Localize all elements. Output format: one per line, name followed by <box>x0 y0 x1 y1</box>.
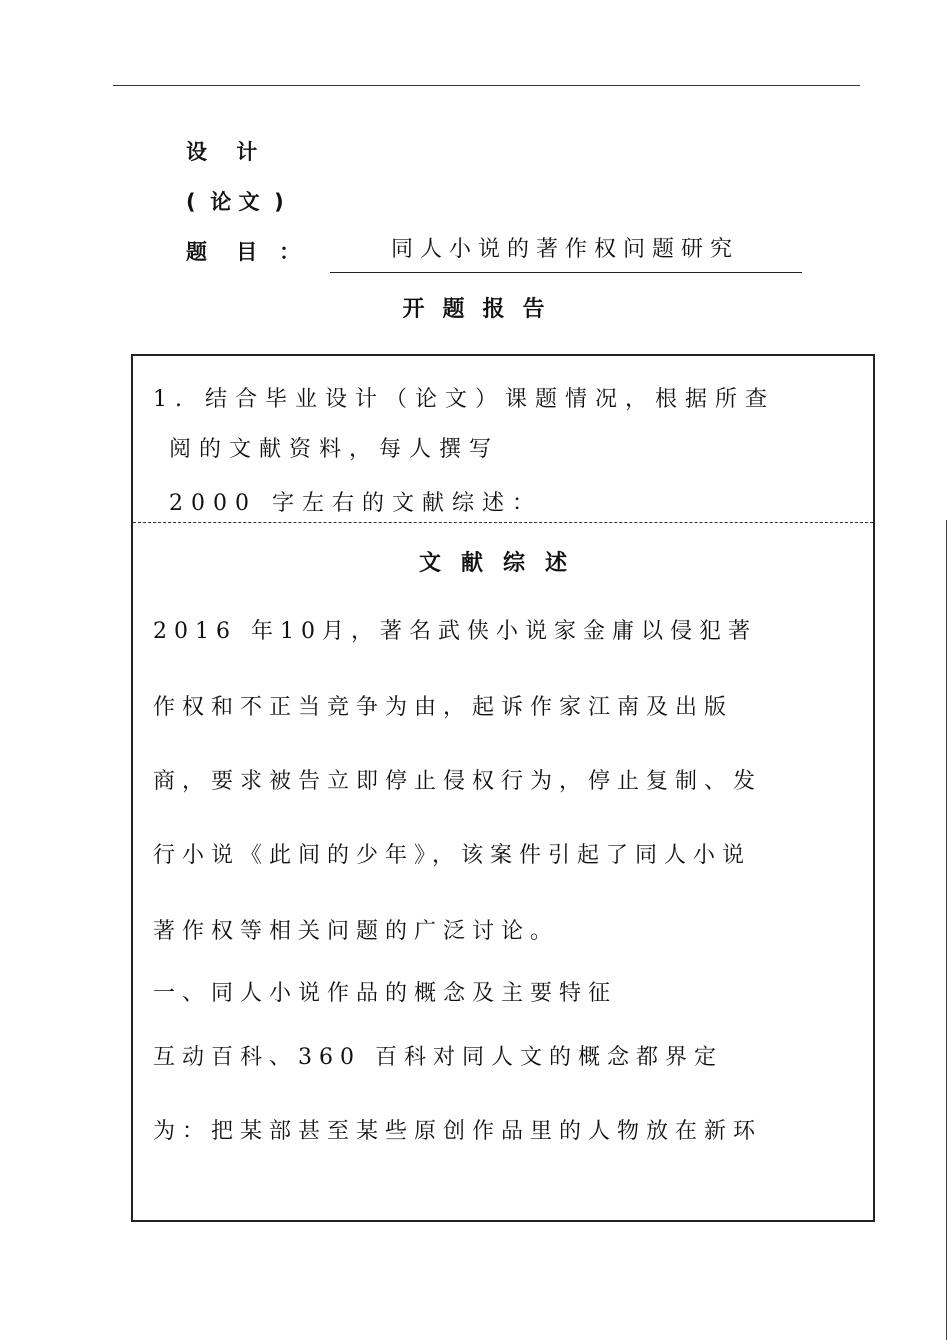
thesis-title: 同人小说的著作权问题研究 <box>390 237 739 262</box>
paper-label: ( 论 文 ) <box>186 190 284 214</box>
review-line: 为：把某部甚至某些原创作品里的人物放在新环 <box>153 1119 763 1144</box>
review-title: 文献综述 <box>418 551 587 576</box>
prompt-line-3: 2000 字左右的文献综述： <box>169 491 542 516</box>
section-heading: 开题报告 <box>402 297 563 322</box>
section-heading-line: 一、同人小说作品的概念及主要特征 <box>153 981 618 1006</box>
page-edge-rule <box>946 520 947 1340</box>
review-line: 著作权等相关问题的广泛讨论。 <box>153 919 560 944</box>
design-label: 设 计 <box>186 140 258 164</box>
prompt-line-2: 阅的文献资料，每人撰写 <box>169 437 500 462</box>
review-line: 互动百科、360 百科对同人文的概念都界定 <box>153 1045 723 1070</box>
prompt-line-1: 1. 结合毕业设计（论文）课题情况，根据所查 <box>153 387 775 412</box>
review-line: 2016 年10月，著名武侠小说家金庸以侵犯著 <box>153 619 757 644</box>
topic-label: 题 目 ： <box>186 240 301 264</box>
review-line: 商，要求被告立即停止侵权行为，停止复制、发 <box>153 769 763 794</box>
review-line: 作权和不正当竞争为由，起诉作家江南及出版 <box>153 695 734 720</box>
header-rule <box>113 85 860 86</box>
title-underline <box>330 272 802 273</box>
report-table <box>131 354 875 1222</box>
dashed-divider <box>133 522 873 523</box>
review-line: 行小说《此间的少年》，该案件引起了同人小说 <box>153 843 752 868</box>
